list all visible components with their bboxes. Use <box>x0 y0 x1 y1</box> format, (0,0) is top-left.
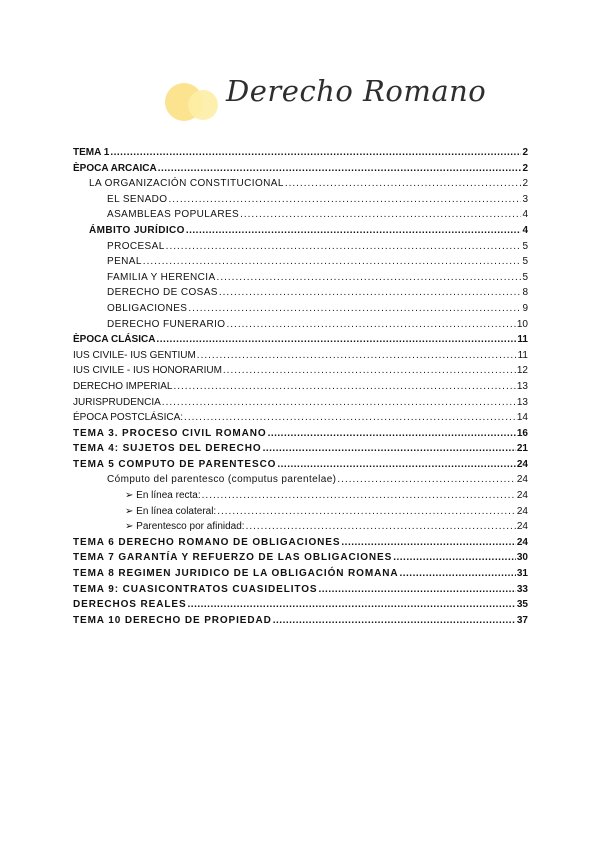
toc-dot-leader <box>226 317 515 333</box>
toc-entry[interactable] <box>73 488 528 504</box>
toc-entry-label: Cómputo del parentesco (computus parentelae) <box>107 474 337 486</box>
toc-dot-leader <box>217 270 522 286</box>
toc-entry-label: LA ORGANIZACIÓN CONSTITUCIONAL <box>89 178 284 190</box>
toc-entry-label: DERECHO IMPERIAL <box>73 380 173 392</box>
toc-dot-leader <box>202 488 516 504</box>
table-of-contents <box>73 145 528 628</box>
toc-entry-page: 31 <box>516 568 528 580</box>
toc-dot-leader <box>277 457 516 473</box>
toc-entry[interactable] <box>73 176 528 192</box>
toc-entry-page: 4 <box>522 209 528 221</box>
toc-dot-leader <box>188 301 521 317</box>
toc-entry-page: 9 <box>522 302 528 314</box>
toc-entry-label: TEMA 10 DERECHO DE PROPIEDAD <box>73 614 272 626</box>
toc-dot-leader <box>393 550 516 566</box>
toc-entry[interactable] <box>73 317 528 333</box>
toc-entry-page: 4 <box>522 224 528 236</box>
toc-entry[interactable] <box>73 535 528 551</box>
toc-entry-label: ASAMBLEAS POPULARES <box>107 209 240 221</box>
toc-entry-label: IUS CIVILE - IUS HONORARIUM <box>73 365 222 377</box>
toc-dot-leader <box>156 332 516 348</box>
toc-entry-page: 5 <box>522 240 528 252</box>
toc-dot-leader <box>246 519 516 535</box>
toc-dot-leader <box>158 161 522 177</box>
toc-dot-leader <box>318 582 515 598</box>
toc-entry-label: ÉPOCA POSTCLÁSICA: <box>73 412 184 424</box>
toc-dot-leader <box>168 192 521 208</box>
toc-entry[interactable] <box>73 192 528 208</box>
toc-entry[interactable] <box>73 145 528 161</box>
toc-entry-label: ➢ En línea colateral: <box>125 505 217 517</box>
toc-entry[interactable] <box>73 348 528 364</box>
toc-entry-label: ÈPOCA CLÁSICA <box>73 334 156 346</box>
toc-entry-page: 37 <box>516 614 528 626</box>
toc-entry-page: 24 <box>516 505 528 517</box>
toc-entry-page: 24 <box>516 536 528 548</box>
toc-entry[interactable] <box>73 504 528 520</box>
toc-entry[interactable] <box>73 566 528 582</box>
toc-dot-leader <box>263 441 516 457</box>
toc-entry-label: TEMA 3. PROCESO CIVIL ROMANO <box>73 427 267 439</box>
toc-entry-page: 13 <box>516 380 528 392</box>
toc-entry[interactable] <box>73 613 528 629</box>
toc-entry-page: 8 <box>522 287 528 299</box>
toc-entry-label: PENAL <box>107 256 142 268</box>
document-header <box>0 68 600 128</box>
document-title: Derecho Romano <box>226 74 487 108</box>
toc-dot-leader <box>217 504 516 520</box>
toc-entry-page: 35 <box>516 599 528 611</box>
toc-entry-label: TEMA 8 REGIMEN JURIDICO DE LA OBLIGACIÓN ROMANA <box>73 568 399 580</box>
toc-dot-leader <box>173 379 515 395</box>
toc-entry-page: 3 <box>522 193 528 205</box>
toc-entry[interactable] <box>73 426 528 442</box>
toc-entry-page: 24 <box>516 474 528 486</box>
toc-entry-page: 30 <box>516 552 528 564</box>
toc-dot-leader <box>337 472 515 488</box>
toc-entry[interactable] <box>73 550 528 566</box>
toc-entry[interactable] <box>73 472 528 488</box>
toc-entry-label: FAMILIA Y HERENCIA <box>107 271 216 283</box>
toc-entry-label: ÁMBITO JURÍDICO <box>89 224 185 236</box>
toc-dot-leader <box>166 239 522 255</box>
toc-entry-label: TEMA 7 GARANTÍA Y REFUERZO DE LAS OBLIGACIONES <box>73 552 393 564</box>
toc-entry-label: JURISPRUDENCIA <box>73 396 161 408</box>
toc-entry-page: 2 <box>522 178 528 190</box>
toc-entry-label: ÈPOCA ARCAICA <box>73 162 157 174</box>
toc-entry[interactable] <box>73 395 528 411</box>
toc-entry-page: 11 <box>517 349 528 361</box>
toc-entry-page: 24 <box>516 521 528 533</box>
toc-entry-page: 12 <box>516 365 528 377</box>
toc-entry-page: 2 <box>522 147 528 158</box>
toc-entry[interactable] <box>73 519 528 535</box>
toc-entry-page: 24 <box>516 458 528 470</box>
toc-entry-label: ➢ En línea recta: <box>125 490 201 502</box>
toc-entry-label: PROCESAL <box>107 240 165 252</box>
toc-entry-page: 21 <box>516 443 528 455</box>
toc-dot-leader <box>285 176 522 192</box>
toc-entry-label: TEMA 1 <box>73 147 110 158</box>
toc-entry-page: 14 <box>516 412 528 424</box>
toc-entry-page: 16 <box>516 427 528 439</box>
toc-entry-page: 33 <box>516 583 528 595</box>
toc-entry[interactable] <box>73 223 528 239</box>
toc-entry-page: 13 <box>516 396 528 408</box>
toc-entry[interactable] <box>73 441 528 457</box>
toc-entry-page: 11 <box>517 334 528 346</box>
toc-entry[interactable] <box>73 363 528 379</box>
toc-entry-label: EL SENADO <box>107 193 168 205</box>
toc-dot-leader <box>186 223 522 239</box>
toc-entry[interactable] <box>73 254 528 270</box>
toc-dot-leader <box>143 254 522 270</box>
toc-entry-page: 5 <box>522 271 528 283</box>
toc-entry-label: TEMA 6 DERECHO ROMANO DE OBLIGACIONES <box>73 536 341 548</box>
toc-entry[interactable] <box>73 270 528 286</box>
toc-dot-leader <box>110 145 521 161</box>
toc-entry[interactable] <box>73 379 528 395</box>
toc-dot-leader <box>219 285 522 301</box>
toc-entry[interactable] <box>73 332 528 348</box>
toc-entry[interactable] <box>73 239 528 255</box>
toc-entry-label: TEMA 5 COMPUTO DE PARENTESCO <box>73 458 277 470</box>
toc-entry-page: 24 <box>516 490 528 502</box>
toc-entry[interactable] <box>73 457 528 473</box>
toc-entry-label: TEMA 4: SUJETOS DEL DERECHO <box>73 443 262 455</box>
light-yellow-circle-decoration <box>188 90 218 120</box>
toc-dot-leader <box>197 348 517 364</box>
toc-entry-label: IUS CIVILE- IUS GENTIUM <box>73 349 196 361</box>
toc-entry-label: OBLIGACIONES <box>107 302 188 314</box>
toc-entry-label: DERECHO FUNERARIO <box>107 318 226 330</box>
toc-dot-leader <box>399 566 515 582</box>
toc-dot-leader <box>341 535 515 551</box>
toc-entry[interactable] <box>73 161 528 177</box>
toc-entry[interactable] <box>73 410 528 426</box>
toc-entry[interactable] <box>73 207 528 223</box>
toc-dot-leader <box>240 207 521 223</box>
toc-dot-leader <box>184 410 516 426</box>
toc-entry-page: 2 <box>522 162 528 174</box>
toc-dot-leader <box>273 613 516 629</box>
toc-dot-leader <box>223 363 516 379</box>
toc-entry[interactable] <box>73 301 528 317</box>
toc-entry[interactable] <box>73 582 528 598</box>
toc-entry-page: 10 <box>516 318 528 330</box>
toc-dot-leader <box>188 597 516 613</box>
toc-entry-label: ➢ Parentesco por afinidad: <box>125 521 245 533</box>
toc-dot-leader <box>162 395 516 411</box>
toc-dot-leader <box>268 426 516 442</box>
toc-entry-page: 5 <box>522 256 528 268</box>
toc-entry[interactable] <box>73 285 528 301</box>
toc-entry[interactable] <box>73 597 528 613</box>
toc-entry-label: TEMA 9: CUASICONTRATOS CUASIDELITOS <box>73 583 318 595</box>
toc-entry-label: DERECHO DE COSAS <box>107 287 218 299</box>
toc-entry-label: DERECHOS REALES <box>73 599 187 611</box>
